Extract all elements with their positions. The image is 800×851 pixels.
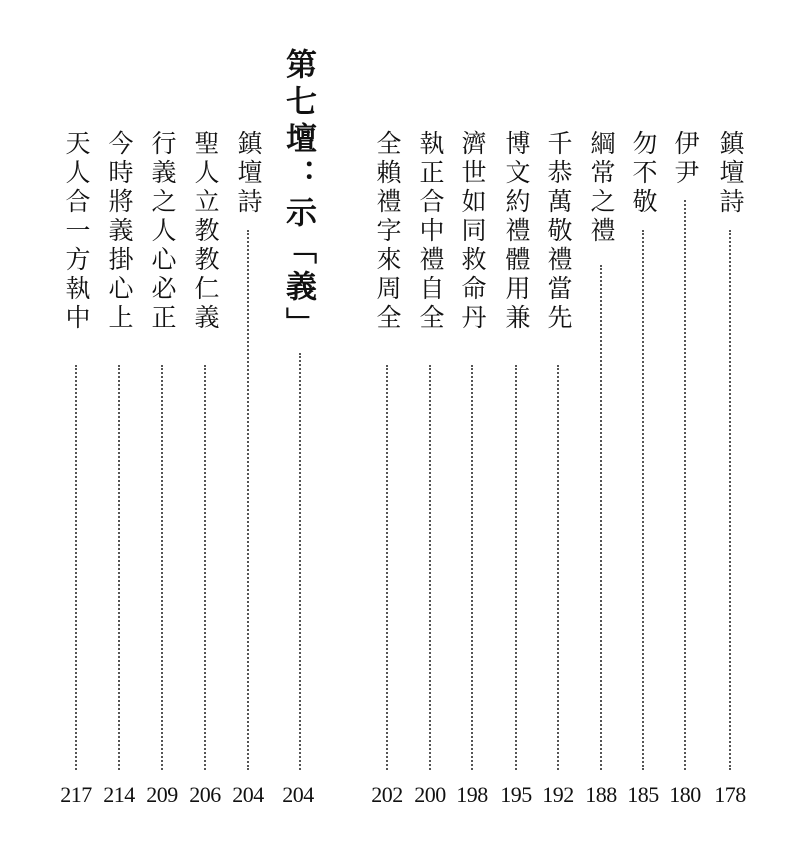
dot-leader: [299, 353, 301, 770]
dot-leader: [471, 365, 473, 770]
toc-entry[interactable]: [543, 130, 573, 830]
toc-entry-title: 鎮壇詩: [234, 130, 263, 217]
dot-leader: [557, 365, 559, 770]
chapter-title: 第七壇：示「義」: [280, 48, 316, 344]
toc-entry-title: 今時將義掛心上: [105, 130, 134, 333]
toc-entry-title: 行義之人心必正: [148, 130, 177, 333]
toc-entry-page: 195: [500, 782, 532, 807]
toc-entry-page: 178: [714, 782, 746, 807]
dot-leader: [600, 265, 602, 770]
chapter-page: 204: [282, 782, 314, 807]
toc-entry[interactable]: [457, 130, 487, 830]
toc-entry[interactable]: [61, 130, 91, 830]
toc-entry-title: 聖人立教教仁義: [191, 130, 220, 333]
toc-entry-page: 200: [414, 782, 446, 807]
toc-entry-page: 180: [669, 782, 701, 807]
toc-entry-title: 天人合一方執中: [62, 130, 91, 333]
dot-leader: [729, 230, 731, 770]
toc-entry-page: 217: [60, 782, 92, 807]
toc-entry[interactable]: [628, 130, 658, 830]
toc-entry[interactable]: [670, 130, 700, 830]
toc-entry-page: 192: [542, 782, 574, 807]
toc-entry-title: 綱常之禮: [587, 130, 616, 246]
toc-entry-page: 204: [232, 782, 264, 807]
toc-entry[interactable]: [415, 130, 445, 830]
toc-entry-title: 千恭萬敬禮當先: [544, 130, 573, 333]
dot-leader: [118, 365, 120, 770]
toc-entry-page: 214: [103, 782, 135, 807]
toc-entry-title: 濟世如同救命丹: [458, 130, 487, 333]
toc-entry-title: 全賴禮字來周全: [373, 130, 402, 333]
toc-entry[interactable]: [104, 130, 134, 830]
toc-entry[interactable]: [586, 130, 616, 830]
chapter-heading[interactable]: [280, 48, 316, 830]
toc-entry[interactable]: [147, 130, 177, 830]
toc-entry-title: 執正合中禮自全: [416, 130, 445, 333]
dot-leader: [684, 200, 686, 770]
toc-entry[interactable]: [501, 130, 531, 830]
toc-entry-title: 鎮壇詩: [716, 130, 745, 217]
toc-entry-page: 206: [189, 782, 221, 807]
dot-leader: [515, 365, 517, 770]
dot-leader: [642, 230, 644, 770]
dot-leader: [386, 365, 388, 770]
toc-entry[interactable]: [372, 130, 402, 830]
toc-entry-page: 198: [456, 782, 488, 807]
toc-entry[interactable]: [190, 130, 220, 830]
toc-entry-page: 202: [371, 782, 403, 807]
toc-entry[interactable]: [715, 130, 745, 830]
dot-leader: [247, 230, 249, 770]
toc-entry-title: 勿不敬: [629, 130, 658, 217]
toc-entry-title: 伊尹: [671, 130, 700, 188]
toc-entry-page: 185: [627, 782, 659, 807]
dot-leader: [429, 365, 431, 770]
dot-leader: [161, 365, 163, 770]
toc-entry[interactable]: [233, 130, 263, 830]
dot-leader: [204, 365, 206, 770]
toc-entry-page: 209: [146, 782, 178, 807]
toc-entry-page: 188: [585, 782, 617, 807]
toc-entry-title: 博文約禮體用兼: [502, 130, 531, 333]
dot-leader: [75, 365, 77, 770]
